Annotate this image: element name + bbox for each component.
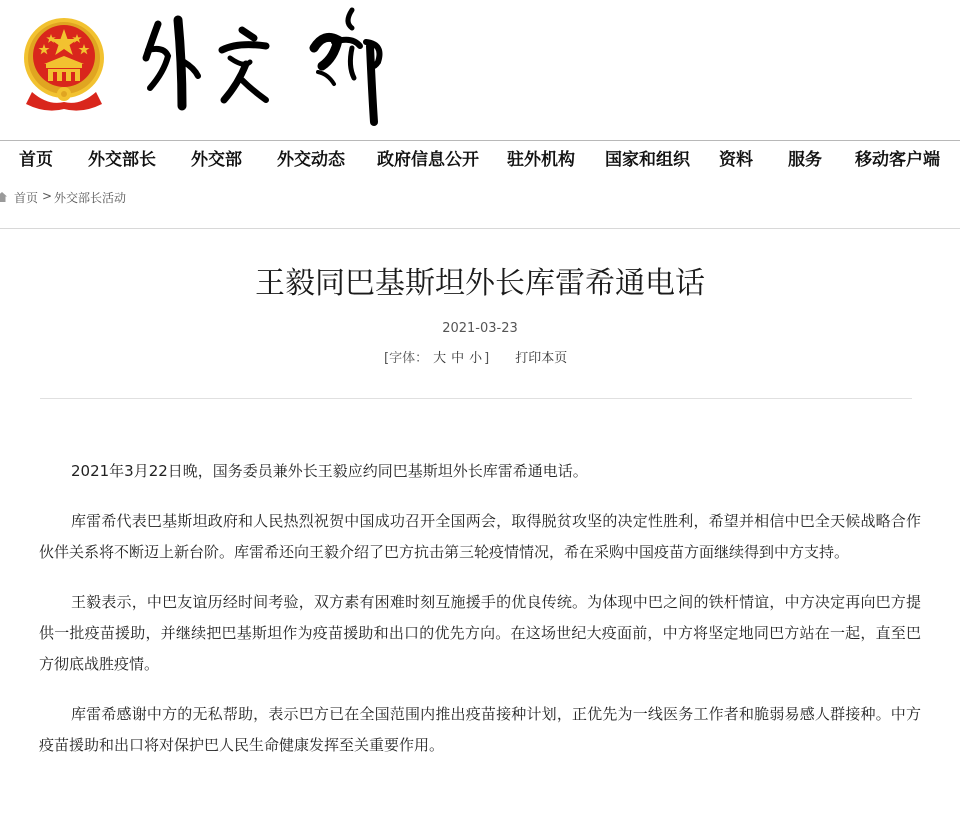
- article-date: 2021-03-23: [442, 321, 518, 336]
- font-size-label: [字体：: [384, 351, 429, 366]
- nav-item-gov-info[interactable]: 政府信息公开: [377, 150, 479, 170]
- home-icon: [0, 191, 8, 203]
- article-paragraph: 库雷希代表巴基斯坦政府和人民热烈祝贺中国成功召开全国两会，取得脱贫攻坚的决定性胜利，希望并相信中巴全天候战略合作伙伴关系将不断迈上新台阶。库雷希还向王毅介绍了巴方抗击第三轮疫情情况，希在采购中国疫苗方面继续得到中方支持。: [39, 512, 921, 561]
- font-size-bracket: ]: [484, 351, 490, 366]
- font-size-medium-link[interactable]: 中: [451, 351, 465, 366]
- breadcrumb-current-link[interactable]: 外交部长活动: [54, 191, 127, 205]
- site-header: [0, 0, 960, 140]
- article-title: 王毅同巴基斯坦外长库雷希通电话: [255, 266, 705, 301]
- main-nav: [0, 141, 960, 181]
- print-page-link[interactable]: 打印本页: [515, 351, 568, 366]
- nav-item-mobile-app[interactable]: 移动客户端: [855, 150, 940, 170]
- site-name-calligraphy[interactable]: [138, 2, 400, 130]
- font-size-small-link[interactable]: 小: [469, 351, 483, 366]
- breadcrumb-divider: [0, 228, 960, 229]
- article-paragraph: 库雷希感谢中方的无私帮助，表示巴方已在全国范围内推出疫苗接种计划，正优先为一线医务工作者和脆弱易感人群接种。中方疫苗援助和出口将对保护巴人民生命健康发挥至关重要作用。: [39, 705, 921, 754]
- nav-item-minister[interactable]: 外交部长: [88, 150, 156, 170]
- nav-item-news[interactable]: 外交动态: [277, 150, 345, 170]
- breadcrumb-home-link[interactable]: 首页: [14, 191, 39, 205]
- nav-item-ministry[interactable]: 外交部: [191, 150, 242, 170]
- national-emblem-icon[interactable]: [18, 14, 110, 112]
- breadcrumb: [0, 184, 960, 210]
- article-paragraph: 2021年3月22日晚，国务委员兼外长王毅应约同巴基斯坦外长库雷希通电话。: [71, 462, 588, 480]
- nav-item-countries[interactable]: 国家和组织: [605, 150, 690, 170]
- article-paragraph: 王毅表示，中巴友谊历经时间考验，双方素有困难时刻互施援手的优良传统。为体现中巴之间的铁杆情谊，中方决定再向巴方提供一批疫苗援助，并继续把巴基斯坦作为疫苗援助和出口的优先方向。在这场世纪大疫面前，中方将坚定地同巴方站在一起，直至巴方彻底战胜疫情。: [39, 593, 921, 673]
- nav-item-services[interactable]: 服务: [788, 150, 822, 170]
- font-size-large-link[interactable]: 大: [433, 351, 447, 366]
- nav-item-resources[interactable]: 资料: [719, 150, 753, 170]
- article-tools: [384, 347, 567, 367]
- article-body: [39, 456, 921, 761]
- nav-item-missions[interactable]: 驻外机构: [507, 150, 575, 170]
- nav-item-home[interactable]: 首页: [19, 150, 53, 170]
- content-divider: [40, 398, 912, 399]
- breadcrumb-separator: >: [42, 189, 53, 203]
